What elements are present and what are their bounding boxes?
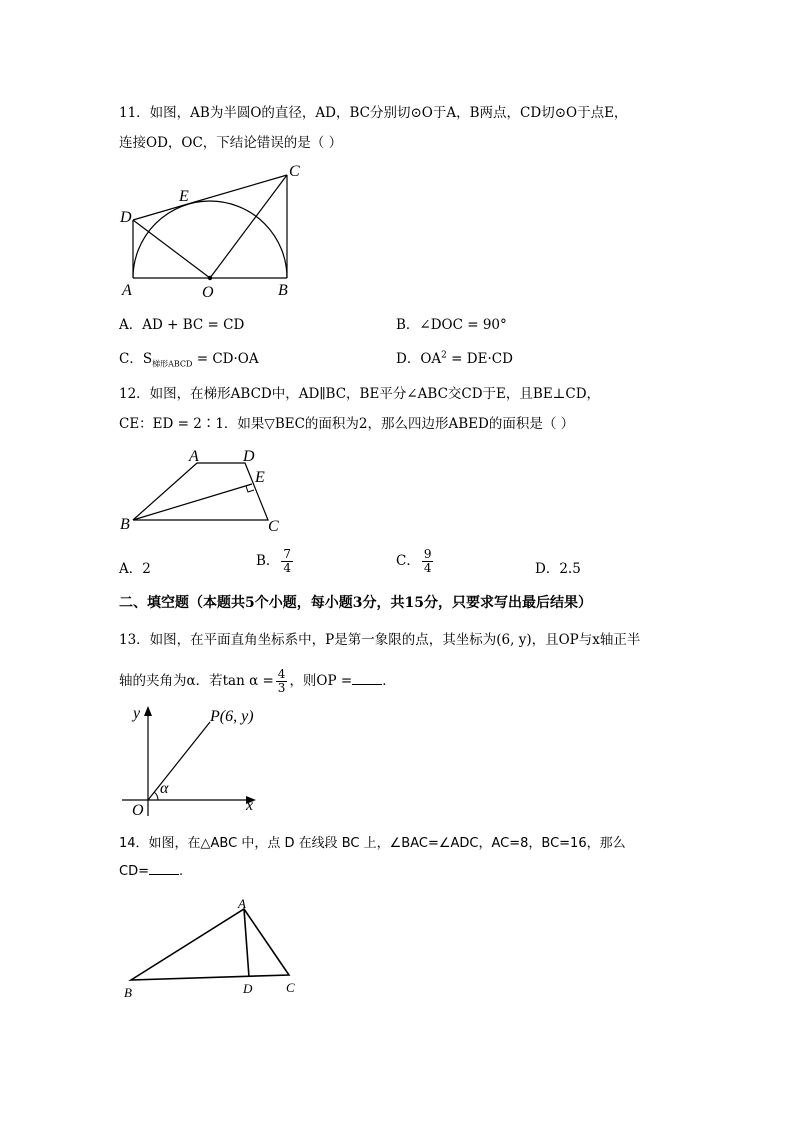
q11-point-o [208, 276, 212, 280]
q14-answer-blank[interactable] [149, 862, 179, 875]
q11-option-d: D．$OA^2 = DE\cdot CD$ [396, 350, 513, 367]
q12-stem-line1: 12．如图，在梯形ABCD中，AD∥BC，BE平分∠ABC交CD于E，且BE⊥CD， [119, 386, 601, 402]
q12-figure [115, 440, 290, 535]
section-fill-in-title: 二、填空题（本题共5个小题，每小题3分，共15分，只要求写出最后结果） [119, 595, 592, 611]
q13-stem-line2: 轴的夹角为α．若tan α = $\frac{4}{3}$ ，则OP = ． [119, 667, 396, 695]
q13-stem-line1: 13．如图，在平面直角坐标系中，P是第一象限的点，其坐标为(6, y)，且OP与x轴正半 [119, 632, 641, 648]
q14-segment-ad [244, 909, 249, 977]
q12-label-c: C [268, 518, 279, 535]
q12-option-c: C． $\frac{9}{4}$ [396, 547, 432, 575]
q13-label-o: O [132, 802, 144, 819]
q13-angle-arc [154, 792, 158, 800]
q12-label-d: D [243, 448, 255, 465]
q12-option-a: A．2 [119, 561, 151, 577]
q14-label-d: D [243, 981, 253, 996]
q11-stem-line2: 连接OD，OC，下结论错误的是（ ） [119, 135, 343, 151]
q11-figure [110, 160, 310, 300]
q13-answer-blank[interactable] [352, 672, 382, 685]
q14-stem-line2: CD= . [119, 864, 184, 879]
q11-stem-line1: 11．如图，AB为半圆O的直径，AD，BC分别切⊙O于A，B两点，CD切⊙O于点E， [119, 105, 628, 121]
q11-label-b: B [278, 282, 288, 299]
q13-label-p: P(6, y) [210, 708, 254, 725]
q12-label-e: E [255, 469, 265, 486]
q14-stem-line1: 14．如图，在△ABC 中，点 D 在线段 BC 上，∠BAC=∠ADC，AC=8，BC=16，那么 [119, 836, 626, 851]
q11-label-a: A [122, 282, 132, 299]
q11-label-d: D [120, 209, 132, 226]
q11-label-e: E [179, 188, 189, 205]
q12-option-b: B． $\frac{7}{4}$ [256, 547, 292, 575]
q12-label-a: A [189, 448, 199, 465]
q11-label-o: O [202, 284, 214, 300]
q11-segment-dc [133, 175, 287, 220]
q12-right-angle-mark [246, 486, 254, 492]
q14-label-c: C [286, 980, 295, 995]
q11-option-a: A．AD + BC = CD [119, 317, 245, 333]
q11-semicircle [133, 201, 287, 278]
q14-label-b: B [124, 985, 132, 1000]
q13-label-alpha: α [160, 780, 169, 797]
q13-label-y: y [133, 705, 141, 722]
q14-triangle-abc [131, 909, 289, 980]
q11-option-c: C．$S_{梯形ABCD} = CD\cdot OA$ [119, 351, 259, 369]
q12-stem-line2: CE：ED = 2∶1．如果▽BEC的面积为2，那么四边形ABED的面积是（ ） [119, 416, 575, 432]
q13-figure [110, 700, 280, 820]
q13-label-x: x [246, 797, 254, 814]
q11-segment-do [133, 220, 210, 278]
q12-label-b: B [120, 516, 130, 533]
q14-figure [115, 890, 315, 1005]
q13-y-arrow [144, 706, 152, 716]
q13-segment-op [148, 722, 210, 800]
q12-segment-be [133, 484, 252, 520]
q11-segment-oc [210, 175, 287, 278]
q11-option-b: B．∠DOC = 90° [396, 317, 507, 333]
q11-label-c: C [289, 163, 300, 180]
q12-option-d: D．2.5 [535, 561, 581, 577]
q14-label-a: A [238, 896, 246, 911]
